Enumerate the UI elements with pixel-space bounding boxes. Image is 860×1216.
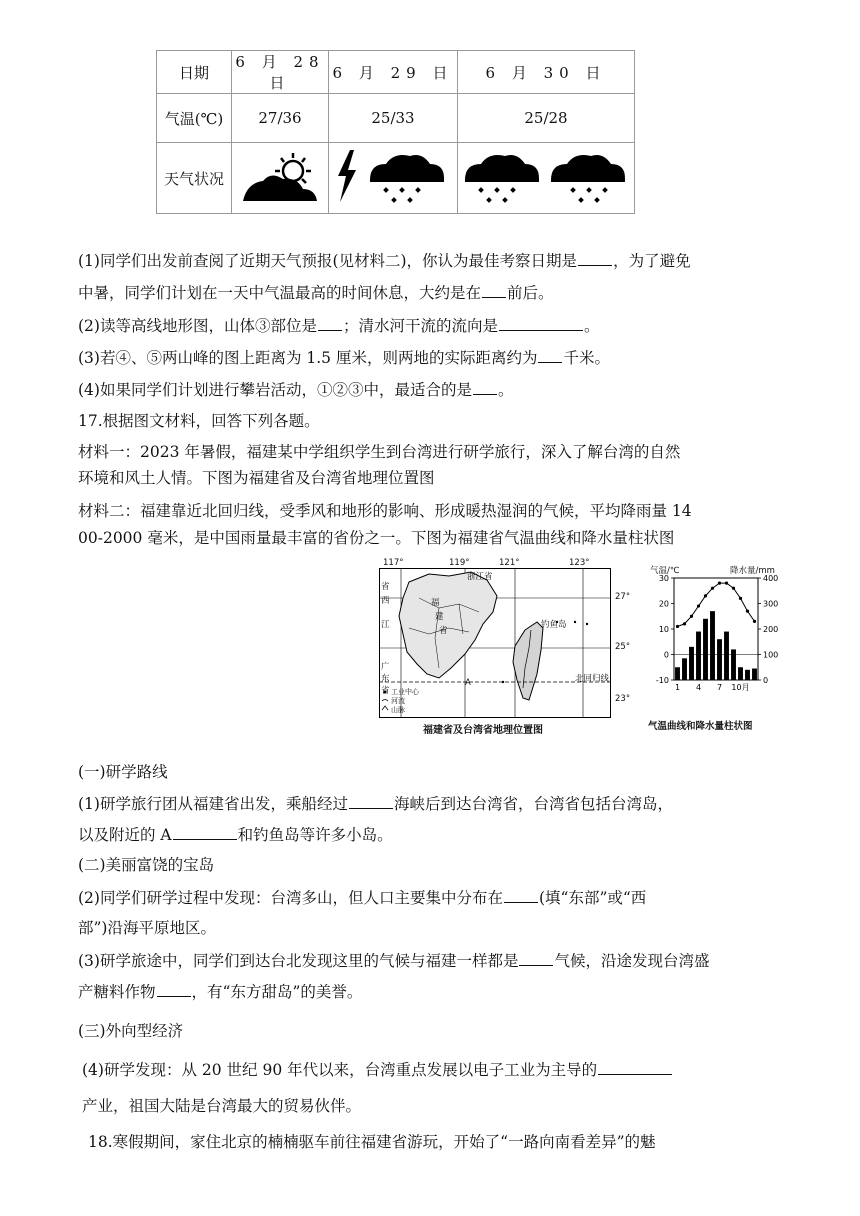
left-axis-label: 气温/℃: [650, 566, 680, 576]
province-label: 省: [381, 582, 390, 592]
temperature-line: [678, 583, 755, 626]
answer-blank[interactable]: [538, 346, 562, 363]
temperature-point: [732, 587, 735, 590]
tropic-of-cancer-label: 北回归线: [575, 674, 610, 684]
lat-label: 25°: [615, 642, 631, 652]
precip-bar: [731, 649, 736, 680]
precip-bar: [724, 632, 729, 680]
lon-label: 117°: [383, 558, 404, 568]
climate-caption: 气温曲线和降水量柱状图: [648, 721, 753, 732]
q17-question2-line1: (2)同学们研学过程中发现：台湾多山，但人口主要集中分布在 (填“东部”或“西: [78, 886, 646, 909]
province-label: 江: [381, 620, 390, 630]
month-tick-label: 4: [695, 683, 702, 692]
diaoyu-island-label: 钓鱼岛: [541, 620, 567, 630]
precip-bar: [696, 632, 701, 680]
q16-part3: (3)若④、⑤两山峰的图上距离为 1.5 厘米，则两地的实际距离约为 千米。: [78, 346, 610, 369]
answer-blank[interactable]: [173, 823, 237, 840]
province-label: 广: [381, 662, 390, 672]
climate-plot: [648, 572, 788, 718]
q17-question3-line2: 产糖料作物 ，有“东方甜岛”的美誉。: [78, 980, 362, 1003]
right-tick-label: 300: [763, 599, 779, 609]
left-tick-label: 10: [658, 625, 669, 634]
temp-header: 气温(℃): [157, 94, 232, 143]
province-label: 西: [381, 596, 390, 606]
weather-icon-cell: [458, 143, 635, 214]
answer-blank[interactable]: [349, 792, 393, 809]
legend-industry: 工业中心: [391, 688, 419, 696]
province-label: 浙江省: [467, 572, 493, 582]
precip-bar: [710, 611, 715, 680]
lon-label: 119°: [449, 558, 470, 568]
answer-blank[interactable]: [598, 1058, 672, 1075]
left-tick-label: 0: [663, 650, 669, 660]
precip-bar: [738, 667, 743, 680]
temperature-point: [746, 610, 749, 613]
lon-label: 121°: [499, 558, 520, 568]
q17-question1-line2: 以及附近的 A 和钓鱼岛等许多小岛。: [78, 823, 393, 846]
q16-part1-line2: 中暑，同学们计划在一天中气温最高的时间休息，大约是在 前后。: [78, 281, 554, 304]
temp-cell: 25/33: [329, 94, 458, 143]
precip-bar: [752, 669, 757, 680]
lon-label: 123°: [569, 558, 590, 568]
temperature-point: [725, 582, 728, 585]
month-tick-label: 1: [674, 683, 681, 692]
right-tick-label: 400: [763, 574, 779, 583]
fujian-taiwan-map: [375, 558, 641, 734]
q17-material2-line2: 00-2000 毫米，是中国雨量最丰富的省份之一。下图为福建省气温曲线和降水量柱状图: [78, 529, 675, 547]
province-label: 东: [381, 674, 390, 684]
temperature-point: [704, 594, 707, 597]
temperature-point: [711, 587, 714, 590]
weather-icon-cell: [329, 143, 458, 214]
q16-part1-line1: (1)同学们出发前查阅了近期天气预报(见材料二)，你认为最佳考察日期是 ，为了避免: [78, 249, 691, 272]
q17-material1-line2: 环境和风土人情。下图为福建省及台湾省地理位置图: [78, 469, 435, 487]
q17-question4-line2: 产业，祖国大陆是台湾最大的贸易伙伴。: [82, 1097, 362, 1115]
precip-bar: [745, 670, 750, 680]
left-tick-label: 20: [658, 599, 669, 609]
left-tick-label: 30: [658, 574, 669, 583]
right-axis-label: 降水量/mm: [730, 566, 775, 576]
q18-text: 18.寒假期间，家住北京的楠楠驱车前往福建省游玩，开始了“一路向南看差异”的魅: [88, 1133, 656, 1151]
temp-cell: 25/28: [458, 94, 635, 143]
q17-question3-line1: (3)研学旅途中，同学们到达台北发现这里的气候与福建一样都是 气候，沿途发现台湾盛: [78, 949, 709, 972]
island-a-label: A: [465, 678, 471, 688]
province-label: 福: [431, 598, 440, 608]
temperature-point: [683, 622, 686, 625]
right-tick-label: 200: [763, 625, 779, 634]
date-header: 日期: [157, 51, 232, 94]
month-tick-label: 7: [716, 683, 723, 692]
q17-question1-line1: (1)研学旅行团从福建省出发，乘船经过 海峡后到达台湾省，台湾省包括台湾岛，: [78, 792, 673, 815]
province-label: 建: [435, 612, 444, 622]
left-tick-label: -10: [655, 676, 669, 685]
precip-bar: [689, 647, 694, 680]
q17-material2-line1: 材料二：福建靠近北回归线，受季风和地形的影响、形成暖热湿润的气候，平均降雨量 14: [78, 502, 692, 520]
date-cell: 6 月 29 日: [329, 51, 458, 94]
answer-blank[interactable]: [499, 314, 583, 331]
precip-bar: [682, 658, 687, 680]
month-tick-label: 10月: [731, 683, 750, 692]
right-tick-label: 100: [763, 650, 779, 660]
weather-state-header: 天气状况: [157, 143, 232, 214]
right-tick-label: 0: [763, 676, 769, 685]
map-caption: 福建省及台湾省地理位置图: [423, 725, 543, 736]
thunder-rain-icon: [332, 146, 454, 206]
answer-blank[interactable]: [157, 980, 191, 997]
answer-blank[interactable]: [504, 886, 538, 903]
sunny-cloud-icon: [239, 147, 321, 205]
date-cell: 6 月 28 日: [232, 51, 329, 94]
temperature-point: [718, 582, 721, 585]
lat-label: 23°: [615, 694, 631, 704]
legend-river: 河流: [391, 697, 405, 705]
temp-cell: 27/36: [232, 94, 329, 143]
q17-material1-line1: 材料一：2023 年暑假，福建某中学组织学生到台湾进行研学旅行，深入了解台湾的自然: [78, 443, 681, 461]
q17-question4-line1: (4)研学发现：从 20 世纪 90 年代以来，台湾重点发展以电子工业为主导的: [82, 1058, 673, 1081]
q16-part4: (4)如果同学们计划进行攀岩活动，①②③中，最适合的是 。: [78, 378, 513, 401]
precip-bar: [675, 667, 680, 680]
q17-section1-title: (一)研学路线: [78, 763, 168, 781]
answer-blank[interactable]: [519, 949, 553, 966]
rain-icon: [461, 146, 631, 206]
temperature-point: [697, 604, 700, 607]
lat-label: 27°: [615, 592, 631, 602]
answer-blank[interactable]: [482, 281, 506, 298]
precip-bar: [717, 639, 722, 680]
answer-blank[interactable]: [473, 378, 497, 395]
q17-section2-title: (二)美丽富饶的宝岛: [78, 856, 215, 874]
temperature-point: [739, 597, 742, 600]
province-label: 省: [439, 626, 448, 636]
legend-mountain: 山脉: [391, 706, 405, 714]
temperature-point: [690, 615, 693, 618]
temperature-point: [753, 620, 756, 623]
q17-section3-title: (三)外向型经济: [78, 1022, 184, 1040]
climate-chart: [648, 558, 788, 734]
q16-part2: (2)读等高线地形图，山体③部位是 ；清水河干流的流向是 。: [78, 314, 600, 337]
province-label: 省: [381, 686, 390, 696]
weather-icon-cell: [232, 143, 329, 214]
answer-blank[interactable]: [318, 314, 342, 331]
q17-question2-line2: 部”)沿海平原地区。: [78, 919, 216, 937]
weather-forecast-table: [156, 50, 635, 214]
date-cell: 6 月 30 日: [458, 51, 635, 94]
answer-blank[interactable]: [578, 249, 612, 266]
temperature-point: [676, 625, 679, 628]
q17-title: 17.根据图文材料，回答下列各题。: [78, 412, 320, 430]
precip-bar: [703, 619, 708, 680]
